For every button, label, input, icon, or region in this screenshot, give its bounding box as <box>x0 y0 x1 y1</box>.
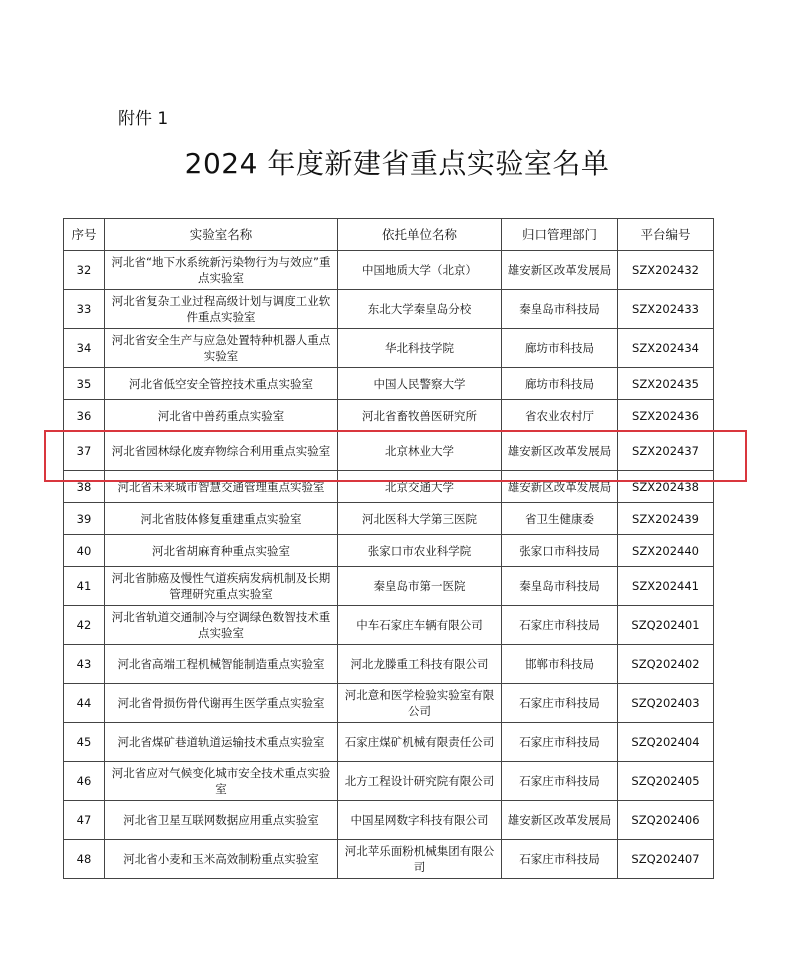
row-platform-code: SZQ202402 <box>618 645 714 684</box>
row-platform-code: SZQ202405 <box>618 762 714 801</box>
row-no: 35 <box>64 368 105 400</box>
row-no: 38 <box>64 471 105 503</box>
row-no: 47 <box>64 801 105 840</box>
row-department: 石家庄市科技局 <box>502 723 618 762</box>
row-no: 41 <box>64 567 105 606</box>
table-row <box>64 645 714 684</box>
lab-list-table <box>63 218 714 879</box>
row-lab-name: 河北省园林绿化废弃物综合利用重点实验室 <box>105 432 338 471</box>
row-lab-name: 河北省胡麻育种重点实验室 <box>105 535 338 567</box>
table-row <box>64 567 714 606</box>
row-lab-name: 河北省低空安全管控技术重点实验室 <box>105 368 338 400</box>
row-unit-name: 河北省畜牧兽医研究所 <box>338 400 502 432</box>
row-department: 石家庄市科技局 <box>502 762 618 801</box>
row-lab-name: 河北省骨损伤骨代谢再生医学重点实验室 <box>105 684 338 723</box>
row-department: 雄安新区改革发展局 <box>502 432 618 471</box>
row-department: 省卫生健康委 <box>502 503 618 535</box>
row-department: 石家庄市科技局 <box>502 606 618 645</box>
row-lab-name: 河北省煤矿巷道轨道运输技术重点实验室 <box>105 723 338 762</box>
row-unit-name: 东北大学秦皇岛分校 <box>338 290 502 329</box>
row-unit-name: 北京林业大学 <box>338 432 502 471</box>
table-row <box>64 535 714 567</box>
table-header-row <box>64 219 714 251</box>
row-unit-name: 中国人民警察大学 <box>338 368 502 400</box>
row-no: 48 <box>64 840 105 879</box>
row-platform-code: SZX202438 <box>618 471 714 503</box>
row-lab-name: 河北省肺癌及慢性气道疾病发病机制及长期管理研究重点实验室 <box>105 567 338 606</box>
row-no: 45 <box>64 723 105 762</box>
table-row <box>64 290 714 329</box>
row-no: 42 <box>64 606 105 645</box>
row-no: 36 <box>64 400 105 432</box>
row-lab-name: 河北省中兽药重点实验室 <box>105 400 338 432</box>
row-platform-code: SZX202439 <box>618 503 714 535</box>
table-row <box>64 801 714 840</box>
table-row <box>64 840 714 879</box>
row-department: 石家庄市科技局 <box>502 840 618 879</box>
table-row <box>64 329 714 368</box>
row-unit-name: 石家庄煤矿机械有限责任公司 <box>338 723 502 762</box>
row-no: 32 <box>64 251 105 290</box>
header-unit-name: 依托单位名称 <box>338 219 502 251</box>
row-unit-name: 秦皇岛市第一医院 <box>338 567 502 606</box>
row-platform-code: SZX202436 <box>618 400 714 432</box>
row-lab-name: 河北省复杂工业过程高级计划与调度工业软件重点实验室 <box>105 290 338 329</box>
header-no: 序号 <box>64 219 105 251</box>
row-unit-name: 河北意和医学检验实验室有限公司 <box>338 684 502 723</box>
row-platform-code: SZX202440 <box>618 535 714 567</box>
row-unit-name: 张家口市农业科学院 <box>338 535 502 567</box>
header-lab-name: 实验室名称 <box>105 219 338 251</box>
table-row <box>64 368 714 400</box>
row-lab-name: 河北省未来城市智慧交通管理重点实验室 <box>105 471 338 503</box>
row-platform-code: SZX202435 <box>618 368 714 400</box>
table-row <box>64 251 714 290</box>
row-no: 43 <box>64 645 105 684</box>
row-platform-code: SZQ202404 <box>618 723 714 762</box>
row-platform-code: SZQ202403 <box>618 684 714 723</box>
row-no: 34 <box>64 329 105 368</box>
row-platform-code: SZX202437 <box>618 432 714 471</box>
row-unit-name: 华北科技学院 <box>338 329 502 368</box>
row-unit-name: 中国地质大学（北京） <box>338 251 502 290</box>
table-row <box>64 471 714 503</box>
row-department: 廊坊市科技局 <box>502 368 618 400</box>
row-platform-code: SZQ202406 <box>618 801 714 840</box>
row-unit-name: 河北苹乐面粉机械集团有限公司 <box>338 840 502 879</box>
attachment-label: 附件 1 <box>118 109 169 129</box>
row-lab-name: 河北省高端工程机械智能制造重点实验室 <box>105 645 338 684</box>
table-row <box>64 503 714 535</box>
row-no: 40 <box>64 535 105 567</box>
row-platform-code: SZX202441 <box>618 567 714 606</box>
row-lab-name: 河北省小麦和玉米高效制粉重点实验室 <box>105 840 338 879</box>
row-department: 雄安新区改革发展局 <box>502 471 618 503</box>
row-unit-name: 河北医科大学第三医院 <box>338 503 502 535</box>
row-no: 39 <box>64 503 105 535</box>
table-row <box>64 762 714 801</box>
table-row <box>64 723 714 762</box>
table-row-highlighted <box>64 432 714 471</box>
row-platform-code: SZX202433 <box>618 290 714 329</box>
table-row <box>64 684 714 723</box>
row-no: 44 <box>64 684 105 723</box>
row-department: 雄安新区改革发展局 <box>502 251 618 290</box>
row-department: 廊坊市科技局 <box>502 329 618 368</box>
row-lab-name: 河北省卫星互联网数据应用重点实验室 <box>105 801 338 840</box>
row-platform-code: SZX202434 <box>618 329 714 368</box>
row-unit-name: 河北龙滕重工科技有限公司 <box>338 645 502 684</box>
row-department: 邯郸市科技局 <box>502 645 618 684</box>
table-row <box>64 606 714 645</box>
header-platform-code: 平台编号 <box>618 219 714 251</box>
row-department: 张家口市科技局 <box>502 535 618 567</box>
row-platform-code: SZX202432 <box>618 251 714 290</box>
page-title: 2024 年度新建省重点实验室名单 <box>184 147 610 180</box>
row-unit-name: 中车石家庄车辆有限公司 <box>338 606 502 645</box>
row-unit-name: 北方工程设计研究院有限公司 <box>338 762 502 801</box>
row-lab-name: 河北省轨道交通制冷与空调绿色数智技术重点实验室 <box>105 606 338 645</box>
row-department: 省农业农村厅 <box>502 400 618 432</box>
row-department: 秦皇岛市科技局 <box>502 567 618 606</box>
row-department: 秦皇岛市科技局 <box>502 290 618 329</box>
row-no: 46 <box>64 762 105 801</box>
row-lab-name: 河北省“地下水系统新污染物行为与效应”重点实验室 <box>105 251 338 290</box>
row-no: 33 <box>64 290 105 329</box>
row-department: 石家庄市科技局 <box>502 684 618 723</box>
row-lab-name: 河北省肢体修复重建重点实验室 <box>105 503 338 535</box>
row-lab-name: 河北省应对气候变化城市安全技术重点实验室 <box>105 762 338 801</box>
row-department: 雄安新区改革发展局 <box>502 801 618 840</box>
row-no: 37 <box>64 432 105 471</box>
header-department: 归口管理部门 <box>502 219 618 251</box>
row-platform-code: SZQ202407 <box>618 840 714 879</box>
row-unit-name: 北京交通大学 <box>338 471 502 503</box>
row-unit-name: 中国星网数字科技有限公司 <box>338 801 502 840</box>
table-row <box>64 400 714 432</box>
row-platform-code: SZQ202401 <box>618 606 714 645</box>
row-lab-name: 河北省安全生产与应急处置特种机器人重点实验室 <box>105 329 338 368</box>
